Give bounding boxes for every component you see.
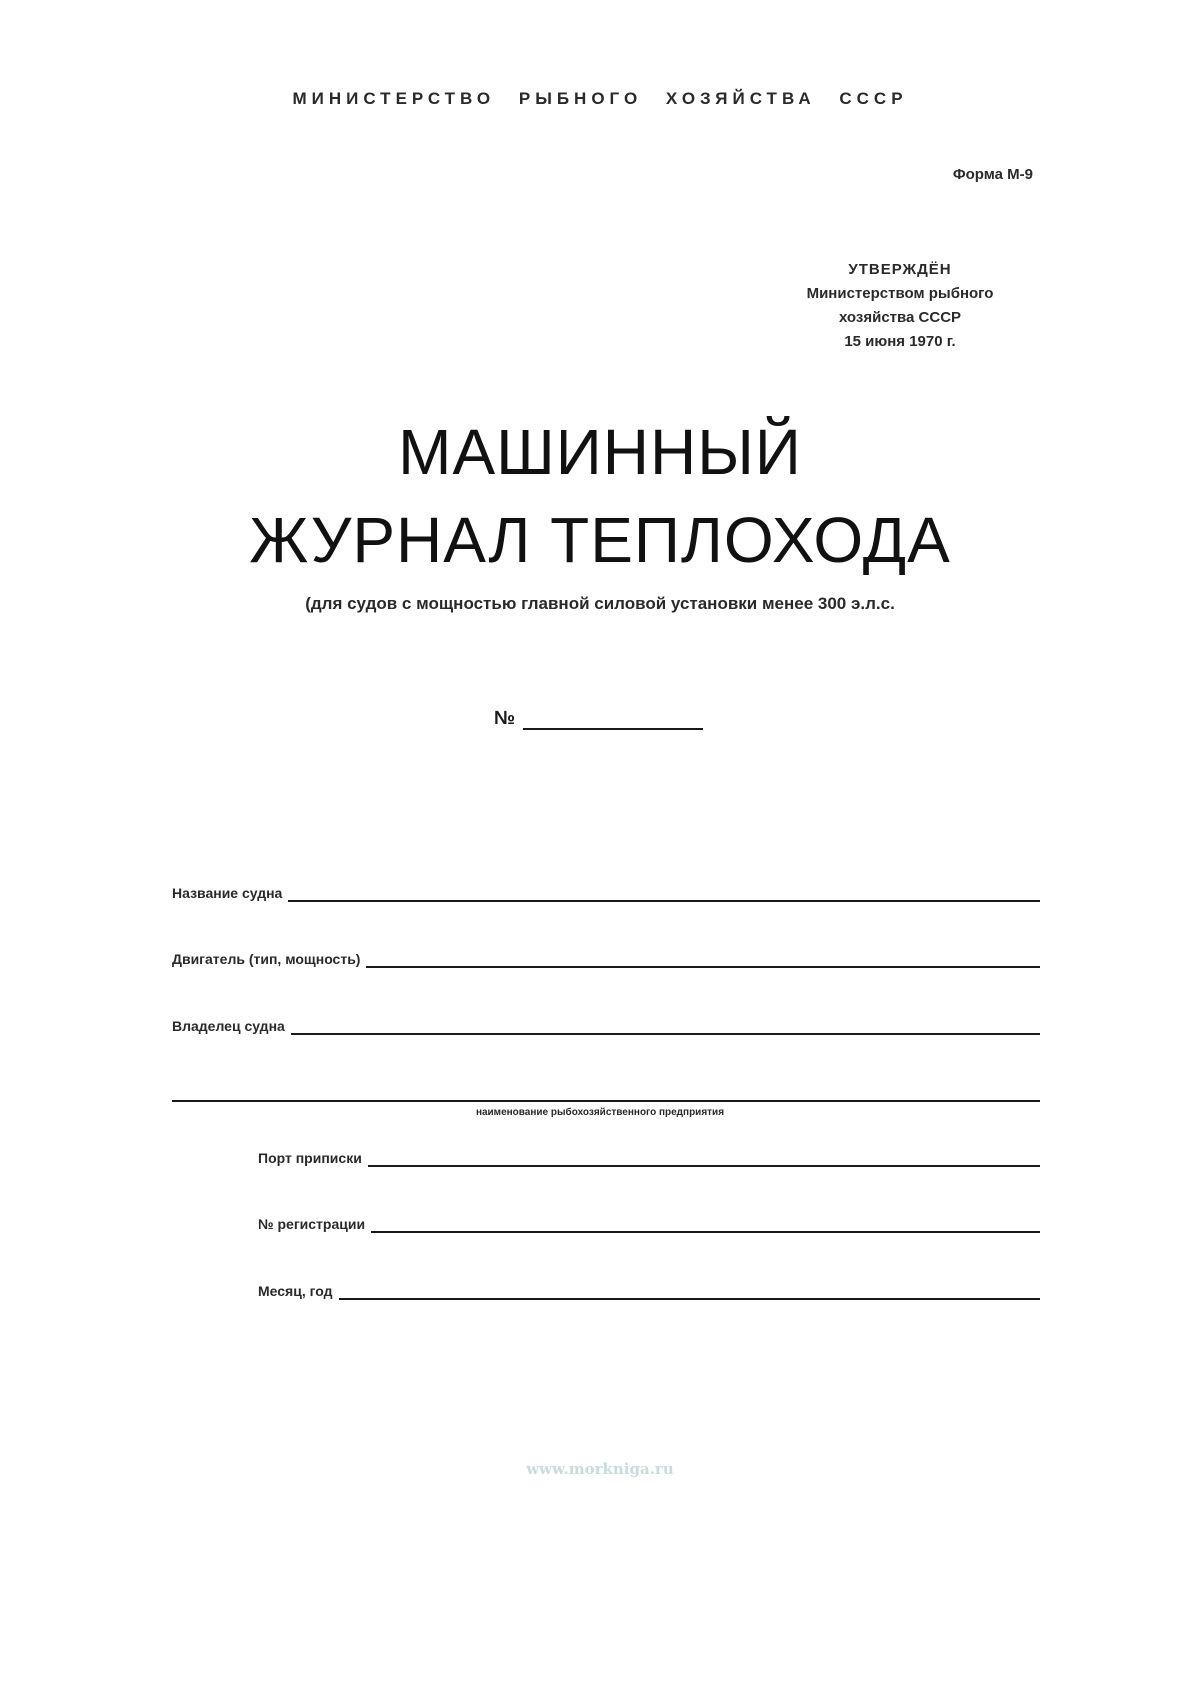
port-blank[interactable] (368, 1149, 1040, 1167)
engine-label: Двигатель (тип, мощность) (172, 951, 361, 967)
ministry-heading: МИНИСТЕРСТВО РЫБНОГО ХОЗЯЙСТВА СССР (292, 89, 908, 108)
journal-title (0, 408, 1200, 584)
approval-line-2: Министерством рыбного (806, 285, 994, 302)
site-watermark: www.morkniga.ru (526, 1460, 674, 1478)
form-code: Форма М-9 (952, 166, 1033, 183)
registration-label: № регистрации (258, 1216, 366, 1232)
owner-field (172, 1017, 1040, 1035)
journal-number-row (494, 708, 703, 730)
month-year-blank[interactable] (339, 1282, 1040, 1300)
month-year-label: Месяц, год (258, 1283, 333, 1299)
registration-blank[interactable] (371, 1215, 1040, 1233)
enterprise-caption: наименование рыбохозяйственного предприятия (475, 1107, 725, 1118)
registration-field (258, 1215, 1040, 1233)
owner-blank[interactable] (291, 1017, 1040, 1035)
port-field (258, 1149, 1040, 1167)
number-blank-field[interactable] (523, 708, 703, 730)
ship-name-label: Название судна (172, 885, 283, 901)
journal-title-line-2: ЖУРНАЛ ТЕПЛОХОДА (249, 504, 951, 576)
engine-field (172, 950, 1040, 968)
ship-name-blank[interactable] (288, 884, 1040, 902)
approval-line-3: хозяйства СССР (838, 309, 962, 326)
approval-line-1: УТВЕРЖДЁН (848, 261, 952, 278)
journal-title-line-1: МАШИННЫЙ (398, 416, 802, 488)
number-label: № (494, 708, 516, 729)
month-year-field (258, 1282, 1040, 1300)
approval-line-4: 15 июня 1970 г. (844, 333, 956, 350)
enterprise-blank-line[interactable] (172, 1100, 1040, 1102)
journal-subtitle: (для судов с мощностью главной силовой установки менее 300 э.л.с. (305, 594, 895, 613)
ship-name-field (172, 884, 1040, 902)
approval-block (780, 258, 1020, 354)
engine-blank[interactable] (366, 950, 1040, 968)
port-label: Порт приписки (258, 1150, 362, 1166)
owner-label: Владелец судна (172, 1018, 285, 1034)
